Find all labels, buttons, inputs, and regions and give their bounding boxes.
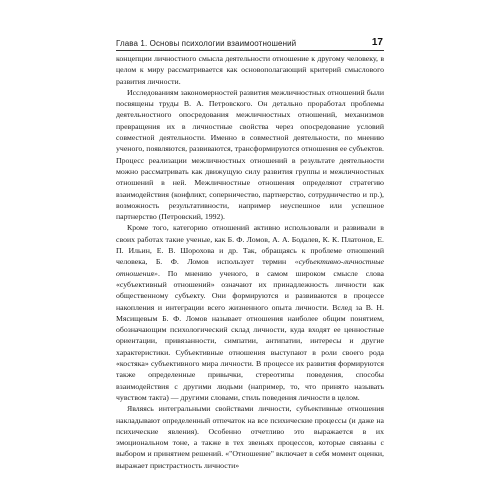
header-rule [116, 50, 384, 51]
paragraph-continuation: концепции личностного смысла деятельности отношение к другому человеку, в целом к миру рассматривается как основополагающий критерий смыслового развития личности. [116, 54, 384, 86]
page-header [116, 34, 383, 48]
running-head: Глава 1. Основы психологии взаимоотношений [116, 39, 297, 48]
page-number: 17 [371, 37, 383, 48]
paragraph-lomov [116, 222, 384, 403]
paragraph-integral-properties: Являясь интегральными свойствами личности, субъективные отношения накладывают определенный отпечаток на все психические процессы (и даже на психические явления). Особенно отчетливо это выражается в их эмоциональном тоне, а также в тех звеньях процессов, которые связаны с выбором и принятием решений. «"Отношение" включает в себя момент оценки, выражает пристрастность личности» [116, 404, 384, 470]
paragraph-petrovsky: Исследованиям закономерностей развития межличностных отношений были посвящены труды В. А. Петровского. Он детально проработал проблемы деятельностного опосредования межличностных отношений, механизмов превращения их в личностные свойства через опосредование условий совместной деятельности. Именно в совместной деятельности, по мнению ученого, появляются, развиваются, трансформируются отношения ее субъектов. Процесс реализации межличностных отношений в результате деятельности можно рассматривать как движущую силу развития группы и межличностных отношений в ней. Межличностные отношения определяют стратегию взаимодействия (конфликт, соперничество, партнерство, сотрудничество и пр.), возможность результативности, например неуспешное или успешное партнерство (Петровский, 1992). [116, 87, 384, 222]
body-text [116, 53, 384, 471]
term-emphasis: «субъективно-личностные отношения» [116, 257, 384, 278]
paragraph-lomov-text-2: . По мнению ученого, в самом широком смысле слова «субъективный отношений» означают их принадлежность личности как общественному субъекту. Они формируются и развиваются в процессе накопления и интеграции всего жизненного опыта личности. Вслед за В. Н. Мясищевым Б. Ф. Ломов называет отношения наиболее общим понятием, обозначающим психологический склад личности, куда входят ее ценностные ориентации, привязанности, симпатии, антипатии, интересы и другие характеристики. Субъективные отношения выступают в роли своего рода «костяка» субъективного мира личности. В процессе их развития формируются также определенные привычки, стереотипы поведения, способы взаимодействия с другими людьми (например, то, что принято называть чувством такта) — другими словами, стиль поведения личности в целом. [116, 268, 384, 402]
paragraph-lomov-text-1: Кроме того, категорию отношений активно использовали и развивали в своих работах такие ученые, как Б. Ф. Ломов, А. А. Бодалев, К. К. Платонов, Е. П. Ильин, Е. В. Шорохова и др. Так, обращаясь к проблеме отношений человека, Б. Ф. Ломов использует термин [116, 223, 384, 267]
